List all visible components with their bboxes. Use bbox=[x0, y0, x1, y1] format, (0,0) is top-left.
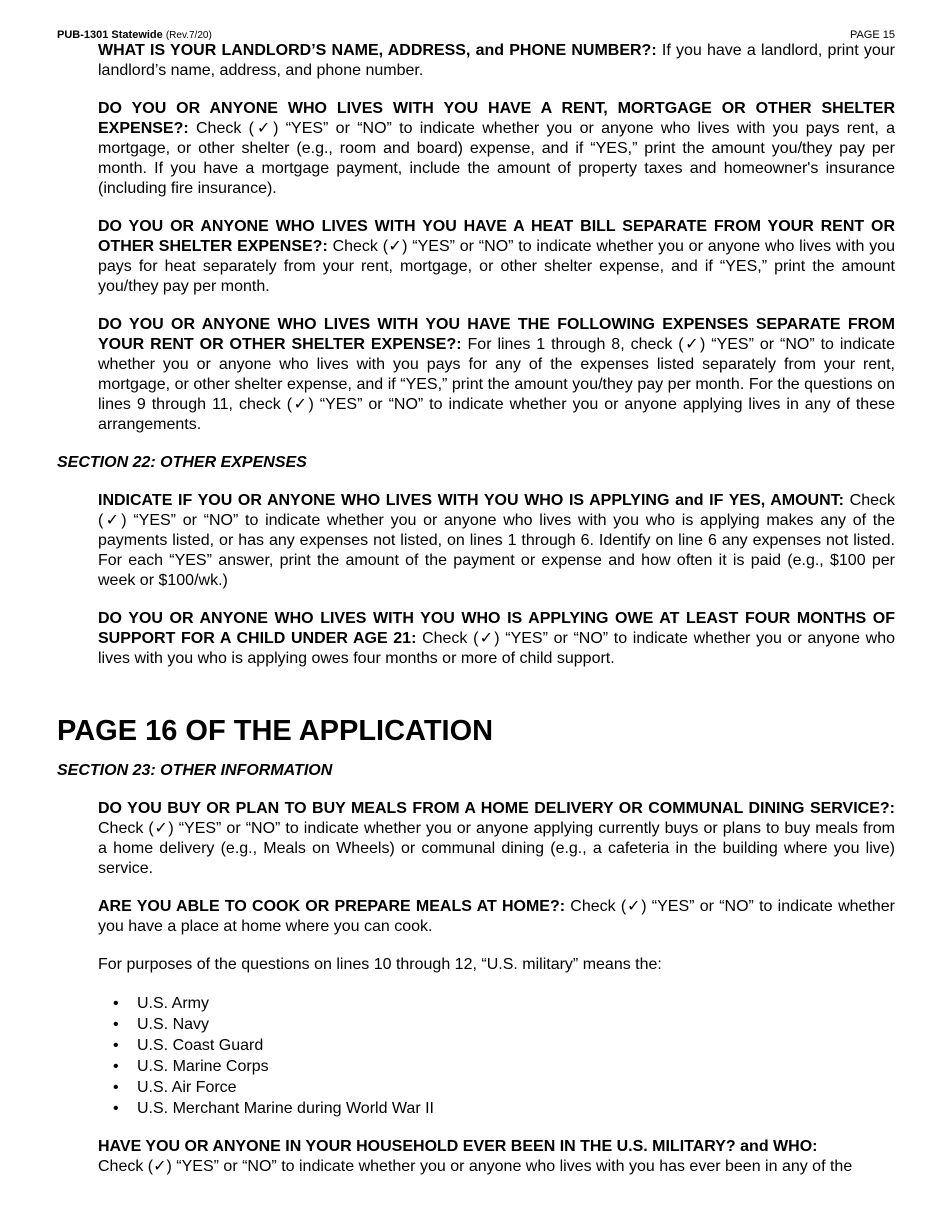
heat-question: DO YOU OR ANYONE WHO LIVES WITH YOU HAVE A HEAT BILL SEPARATE FROM YOUR RENT OR OTHER SHELTER EXPENSE?: bbox=[98, 218, 895, 255]
military-paragraph bbox=[98, 1137, 895, 1177]
heat-paragraph bbox=[98, 217, 895, 297]
military-text: Check (✓) “YES” or “NO” to indicate whether you or anyone who lives with you has ever been in any of the bbox=[98, 1158, 853, 1175]
cook-text: Check (✓) “YES” or “NO” to indicate whether you have a place at home where you can cook. bbox=[98, 898, 895, 935]
section-22-title: SECTION 22: OTHER EXPENSES bbox=[57, 454, 307, 471]
indicate-question: INDICATE IF YOU OR ANYONE WHO LIVES WITH YOU WHO IS APPLYING and IF YES, AMOUNT: bbox=[98, 492, 844, 509]
shelter-text: Check (✓) “YES” or “NO” to indicate whether you or anyone who lives with you pays rent, a mortgage, or other shelter (e.g., room and board) expense, and if “YES,” print the amount you/they pay per month. If you have a mortgage payment, include the amount of property taxes and homeowner's insurance (including fire insurance). bbox=[98, 120, 895, 197]
meals-paragraph bbox=[98, 799, 895, 879]
child-support-text: Check (✓) “YES” or “NO” to indicate whether you or anyone who lives with you who is applying owes four months or more of child support. bbox=[98, 630, 896, 667]
list-item: • U.S. Marine Corps bbox=[98, 1056, 895, 1077]
following-expenses-paragraph bbox=[98, 315, 895, 435]
cook-paragraph bbox=[98, 897, 895, 937]
heat-text: Check (✓) “YES” or “NO” to indicate whether you or anyone who lives with you pays for heat separately from your rent, mortgage, or other shelter expense, and if “YES,” print the amount you/they pay per month. bbox=[98, 238, 896, 295]
indicate-paragraph bbox=[98, 491, 895, 591]
document-body bbox=[57, 41, 895, 1177]
child-support-paragraph bbox=[98, 609, 895, 669]
meals-question: DO YOU BUY OR PLAN TO BUY MEALS FROM A HOME DELIVERY OR COMMUNAL DINING SERVICE?: bbox=[98, 800, 895, 817]
page-16-heading: PAGE 16 OF THE APPLICATION bbox=[57, 715, 494, 747]
military-branch-list bbox=[98, 993, 895, 1119]
list-item: • U.S. Army bbox=[98, 993, 895, 1014]
military-intro: For purposes of the questions on lines 10 through 12, “U.S. military” means the: bbox=[98, 956, 662, 973]
landlord-paragraph bbox=[98, 41, 895, 81]
following-expenses-question: DO YOU OR ANYONE WHO LIVES WITH YOU HAVE THE FOLLOWING EXPENSES SEPARATE FROM YOUR RENT OR OTHER SHELTER EXPENSE?: bbox=[98, 316, 895, 353]
section-23-title: SECTION 23: OTHER INFORMATION bbox=[57, 762, 333, 779]
shelter-question: DO YOU OR ANYONE WHO LIVES WITH YOU HAVE A RENT, MORTGAGE OR OTHER SHELTER EXPENSE?: bbox=[98, 100, 895, 137]
military-question: HAVE YOU OR ANYONE IN YOUR HOUSEHOLD EVER BEEN IN THE U.S. MILITARY? and WHO: bbox=[98, 1138, 818, 1155]
list-item: • U.S. Coast Guard bbox=[98, 1035, 895, 1056]
form-revision: (Rev.7/20) bbox=[165, 30, 212, 41]
shelter-paragraph bbox=[98, 99, 895, 199]
landlord-question: WHAT IS YOUR LANDLORD’S NAME, ADDRESS, and PHONE NUMBER?: bbox=[98, 42, 657, 59]
form-id-text: PUB-1301 Statewide bbox=[57, 29, 163, 41]
child-support-question: DO YOU OR ANYONE WHO LIVES WITH YOU WHO IS APPLYING OWE AT LEAST FOUR MONTHS OF SUPPORT FOR A CHILD UNDER AGE 21: bbox=[98, 610, 895, 647]
list-item: • U.S. Air Force bbox=[98, 1077, 895, 1098]
cook-question: ARE YOU ABLE TO COOK OR PREPARE MEALS AT HOME?: bbox=[98, 898, 566, 915]
indicate-text: Check (✓) “YES” or “NO” to indicate whether you or anyone who lives with you who is applying makes any of the payments listed, or has any expenses not listed, on lines 1 through 6. Identify on line 6 any expenses not listed. For each “YES” answer, print the amount of the payment or expense and how often it is paid (e.g., $100 per week or $100/wk.) bbox=[98, 492, 895, 589]
landlord-text: If you have a landlord, print your landlord’s name, address, and phone number. bbox=[98, 42, 895, 79]
meals-text: Check (✓) “YES” or “NO” to indicate whether you or anyone applying currently buys or plans to buy meals from a home delivery (e.g., Meals on Wheels) or communal dining (e.g., a cafeteria in the building where you live) service. bbox=[98, 820, 895, 877]
list-item: • U.S. Navy bbox=[98, 1014, 895, 1035]
following-expenses-text: For lines 1 through 8, check (✓) “YES” or “NO” to indicate whether you or anyone who lives with you pays for any of the expenses listed separately from your rent, mortgage, or other shelter expense, and if “YES,” print the amount you/they pay per month. For the questions on lines 9 through 11, check (✓) “YES” or “NO” to indicate whether you or anyone applying lives in any of these arrangements. bbox=[98, 336, 895, 433]
list-item: • U.S. Merchant Marine during World War II bbox=[98, 1098, 895, 1119]
page-number: PAGE 15 bbox=[849, 29, 895, 41]
